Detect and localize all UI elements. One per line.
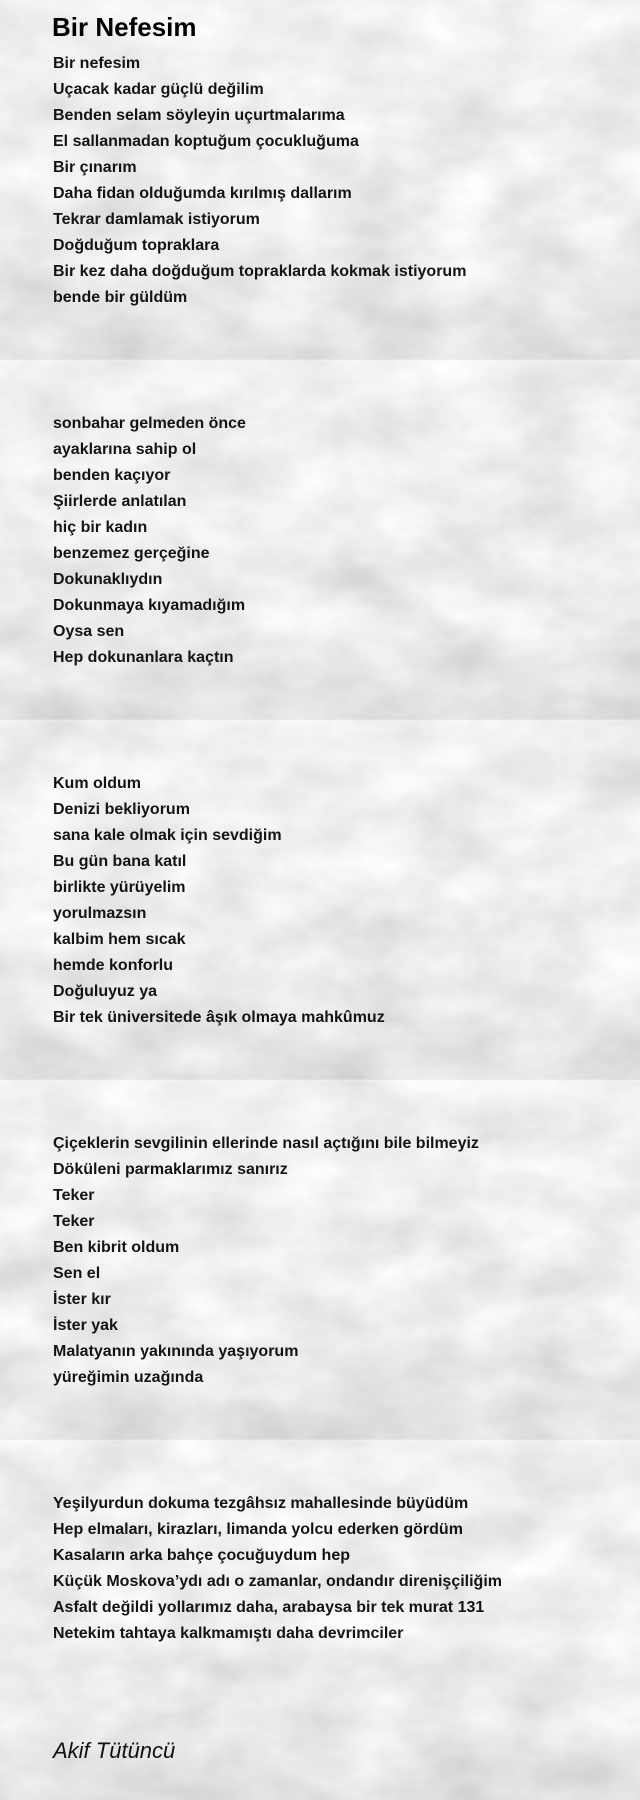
poem-line: Uçacak kadar güçlü değilim (53, 81, 264, 98)
poem-stanza-1 (53, 51, 623, 311)
poem-line: Kum oldum (53, 775, 141, 792)
poem-line: Dokunmaya kıyamadığım (53, 597, 246, 614)
poem-line: Bir tek üniversitede âşık olmaya mahkûmuz (53, 1009, 385, 1026)
poem-line: Hep elmaları, kirazları, limanda yolcu ederken gördüm (53, 1521, 463, 1538)
poem-stanza-3 (53, 771, 623, 1031)
poem-line: hiç bir kadın (53, 519, 148, 536)
poem-line: sonbahar gelmeden önce (53, 415, 246, 432)
poem-line: İster yak (53, 1317, 118, 1334)
poem-line: benden kaçıyor (53, 467, 171, 484)
poem-line: Tekrar damlamak istiyorum (53, 211, 260, 228)
poem-line: İster kır (53, 1291, 111, 1308)
poem-author: Akif Tütüncü (53, 1738, 176, 1763)
poem-line: Bir çınarım (53, 159, 137, 176)
poem-line: Dokunaklıydın (53, 571, 163, 588)
poem-line: Ben kibrit oldum (53, 1239, 180, 1256)
poem-line: Denizi bekliyorum (53, 801, 190, 818)
poem-line: Bir nefesim (53, 55, 141, 72)
poem-line: Küçük Moskova’ydı adı o zamanlar, ondandır direnişçiliğim (53, 1573, 502, 1590)
poem-stanza-5 (53, 1491, 623, 1647)
poem-line: hemde konforlu (53, 957, 174, 974)
poem-line: birlikte yürüyelim (53, 879, 186, 896)
poem-line: Asfalt değildi yollarımız daha, arabaysa bir tek murat 131 (53, 1599, 485, 1616)
poem-line: Yeşilyurdun dokuma tezgâhsız mahallesinde büyüdüm (53, 1495, 469, 1512)
poem-line: ayaklarına sahip ol (53, 441, 197, 458)
poem-stanza-2 (53, 411, 623, 671)
poem-stanza-4 (53, 1131, 623, 1391)
poem-line: Çiçeklerin sevgilinin ellerinde nasıl açtığını bile bilmeyiz (53, 1135, 479, 1152)
poem-line: yorulmazsın (53, 905, 147, 922)
poem-line: benzemez gerçeğine (53, 545, 210, 562)
poem-line: yüreğimin uzağında (53, 1369, 204, 1386)
poem-line: Oysa sen (53, 623, 125, 640)
poem-line: sana kale olmak için sevdiğim (53, 827, 282, 844)
poem-line: Döküleni parmaklarımız sanırız (53, 1161, 288, 1178)
poem-line: Netekim tahtaya kalkmamıştı daha devrimciler (53, 1625, 404, 1642)
poem-line: Doğduğum topraklara (53, 237, 220, 254)
poem-line: Daha fidan olduğumda kırılmış dallarım (53, 185, 352, 202)
poem-line: kalbim hem sıcak (53, 931, 186, 948)
poem-line: Bu gün bana katıl (53, 853, 187, 870)
poem-line: bende bir güldüm (53, 289, 188, 306)
poem-line: Şiirlerde anlatılan (53, 493, 187, 510)
poem-line: Kasaların arka bahçe çocuğuydum hep (53, 1547, 350, 1564)
poem-line: Doğuluyuz ya (53, 983, 158, 1000)
poem-line: Bir kez daha doğduğum topraklarda kokmak istiyorum (53, 263, 467, 280)
poem-line: Teker (53, 1213, 95, 1230)
poem-line: Benden selam söyleyin uçurtmalarıma (53, 107, 345, 124)
poem-line: El sallanmadan koptuğum çocukluğuma (53, 133, 359, 150)
poem-line: Malatyanın yakınında yaşıyorum (53, 1343, 299, 1360)
poem-line: Hep dokunanlara kaçtın (53, 649, 234, 666)
poem-line: Sen el (53, 1265, 101, 1282)
poem-line: Teker (53, 1187, 95, 1204)
poem-title: Bir Nefesim (52, 12, 197, 42)
